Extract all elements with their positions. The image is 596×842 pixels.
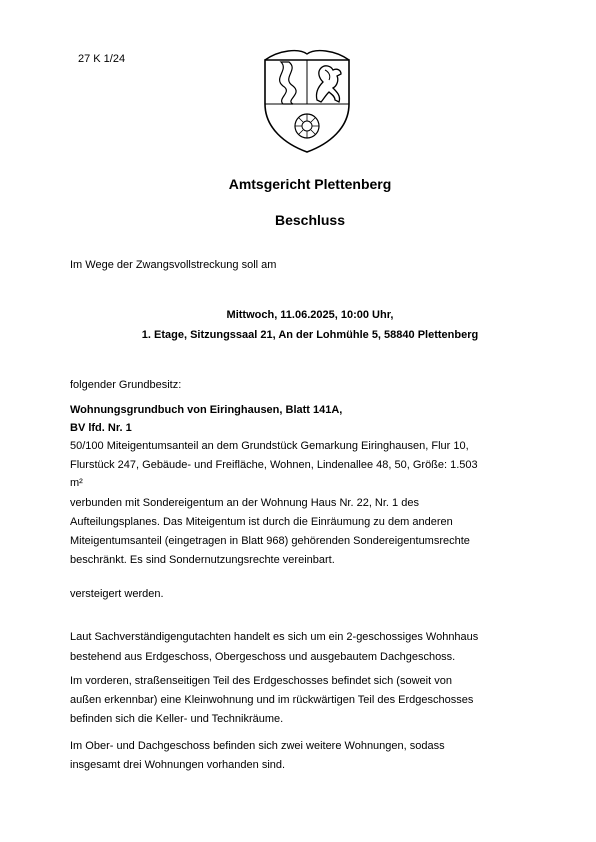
paragraph-line: Im vorderen, straßenseitigen Teil des Erdgeschosses befindet sich (soweit von [70, 675, 452, 687]
property-intro: folgender Grundbesitz: [70, 379, 182, 391]
property-description-line: Flurstück 247, Gebäude- und Freifläche, Wohnen, Lindenallee 48, 50, Größe: 1.503 [70, 459, 478, 471]
intro-text: Im Wege der Zwangsvollstreckung soll am [70, 259, 277, 271]
appointment-date: Mittwoch, 11.06.2025, 10:00 Uhr, [226, 309, 394, 321]
court-name: Amtsgericht Plettenberg [228, 176, 392, 192]
property-register: Wohnungsgrundbuch von Eiringhausen, Blatt 141A, [70, 404, 343, 416]
paragraph-line: Laut Sachverständigengutachten handelt es sich um ein 2-geschossiges Wohnhaus [70, 631, 479, 643]
case-number: 27 K 1/24 [78, 53, 126, 65]
property-bv: BV lfd. Nr. 1 [70, 422, 132, 434]
coat-of-arms-icon [259, 46, 355, 154]
property-description-line: Aufteilungsplanes. Das Miteigentum ist durch die Einräumung zu dem anderen [70, 516, 453, 528]
property-description-line: 50/100 Miteigentumsanteil an dem Grundstück Gemarkung Eiringhausen, Flur 10, [70, 440, 469, 452]
property-description-line: m² [70, 477, 83, 489]
appointment-location: 1. Etage, Sitzungssaal 21, An der Lohmühle 5, 58840 Plettenberg [141, 329, 479, 341]
paragraph-line: bestehend aus Erdgeschoss, Obergeschoss und ausgebautem Dachgeschoss. [70, 651, 456, 663]
paragraph-line: Im Ober- und Dachgeschoss befinden sich zwei weitere Wohnungen, sodass [70, 740, 445, 752]
property-description-line: beschränkt. Es sind Sondernutzungsrechte vereinbart. [70, 554, 335, 566]
property-description-line: Miteigentumsanteil (eingetragen in Blatt 968) gehörenden Sondereigentumsrechte [70, 535, 470, 547]
paragraph-line: insgesamt drei Wohnungen vorhanden sind. [70, 759, 286, 771]
coat-of-arms-emblem [259, 46, 355, 154]
paragraph-line: befinden sich die Keller- und Technikräume. [70, 713, 284, 725]
document-title: Beschluss [274, 212, 346, 228]
auction-phrase: versteigert werden. [70, 588, 164, 600]
paragraph-line: außen erkennbar) eine Kleinwohnung und im rückwärtigen Teil des Erdgeschosses [70, 694, 474, 706]
property-description-line: verbunden mit Sondereigentum an der Wohnung Haus Nr. 22, Nr. 1 des [70, 497, 419, 509]
